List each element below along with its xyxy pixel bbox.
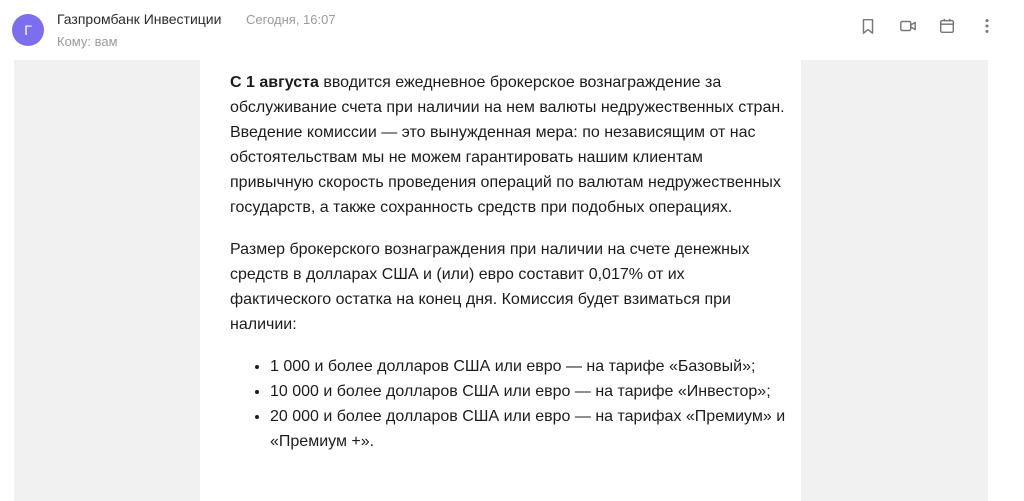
- sender-name[interactable]: Газпромбанк Инвестиции: [57, 11, 222, 27]
- more-icon[interactable]: [977, 16, 997, 36]
- mail-header: [0, 0, 1024, 60]
- mail-content: [230, 70, 790, 454]
- paragraph-2: Размер брокерского вознаграждения при наличии на счете денежных средств в долларах США и (или) евро составит 0,017% от их фактического остатка на конец дня. Комиссия будет взиматься при наличии:: [230, 241, 750, 333]
- message-time: Сегодня, 16:07: [246, 12, 336, 27]
- paragraph-1-bold: С 1 августа: [230, 74, 319, 91]
- video-icon[interactable]: [898, 16, 918, 36]
- calendar-icon[interactable]: [937, 16, 957, 36]
- paragraph-1: [230, 70, 790, 220]
- bookmark-icon[interactable]: [858, 16, 878, 36]
- tariff-list: [230, 354, 790, 454]
- list-item: • 10 000 и более долларов США или евро — на тарифе «Инвестор»;: [270, 379, 790, 404]
- list-item: • 20 000 и более долларов США или евро — на тарифах «Премиум» и «Премиум +».: [270, 404, 790, 454]
- paragraph-1-text: вводится ежедневное брокерское вознаграждение за обслуживание счета при наличии на нем валюты недружественных стран. Введение комиссии — это вынужденная мера: по независящим от нас обстоятельствам мы не можем гарантировать нашим клиентам привычную скорость проведения операций по валютам недружественных государств, а также сохранность средств при подобных операциях.: [230, 74, 785, 216]
- avatar[interactable]: Г: [12, 14, 44, 46]
- recipient-line: Кому: вам: [57, 34, 118, 49]
- list-item: • 1 000 и более долларов США или евро — на тарифе «Базовый»;: [270, 354, 790, 379]
